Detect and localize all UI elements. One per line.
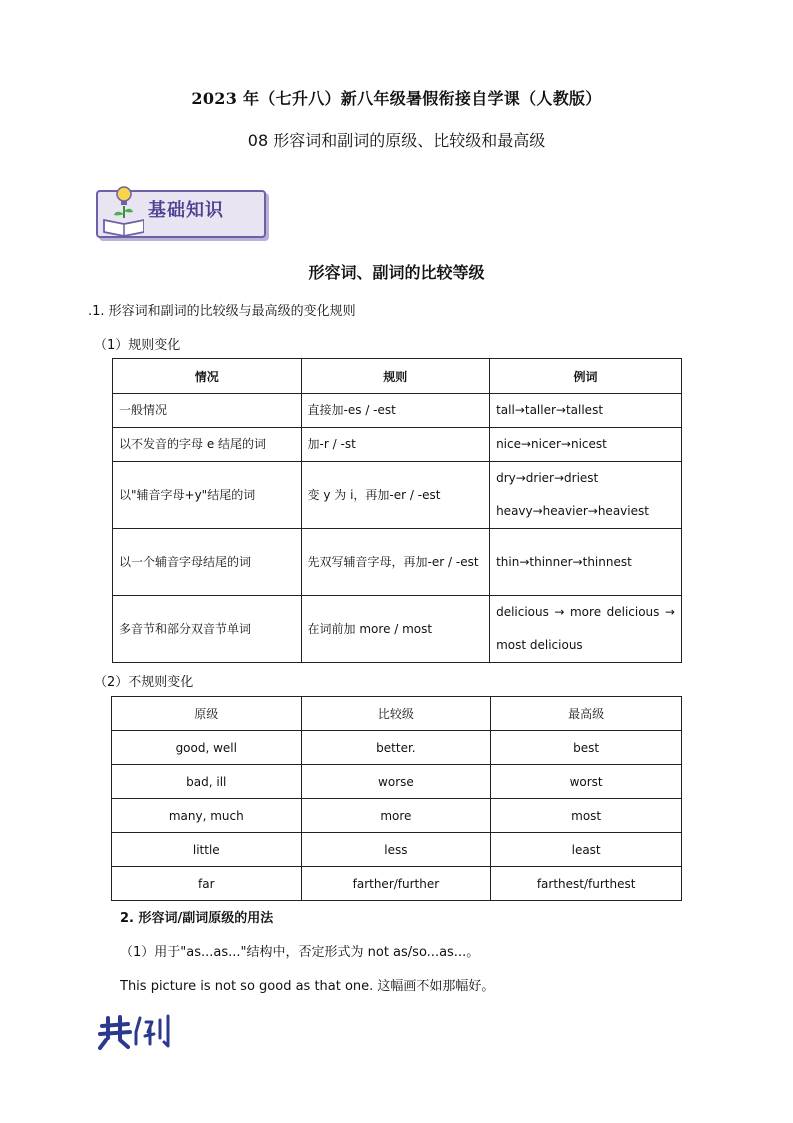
cell-positive: many, much bbox=[112, 799, 302, 833]
cell-superlative: least bbox=[491, 833, 682, 867]
cell-example: tall→taller→tallest bbox=[490, 394, 682, 428]
cell-example: nice→nicer→nicest bbox=[490, 428, 682, 462]
table-row bbox=[112, 799, 682, 833]
table-row bbox=[112, 833, 682, 867]
section-title: 形容词、副词的比较等级 bbox=[308, 263, 485, 282]
header-situation: 情况 bbox=[113, 359, 302, 394]
cell-superlative: farthest/furthest bbox=[491, 867, 682, 901]
cell-example: delicious → more delicious → most delicious bbox=[490, 596, 682, 663]
point-1-heading: .1. 形容词和副词的比较级与最高级的变化规则 bbox=[88, 304, 356, 319]
example-sentence: This picture is not so good as that one. 这幅画不如那幅好。 bbox=[120, 979, 495, 994]
cell-positive: good, well bbox=[112, 731, 302, 765]
cell-rule: 先双写辅音字母，再加-er / -est bbox=[301, 529, 490, 596]
example-line: dry→drier→driest bbox=[496, 471, 599, 485]
point-2-heading: 2. 形容词/副词原级的用法 bbox=[120, 911, 274, 926]
table-row bbox=[113, 428, 682, 462]
sub-heading-irregular: （2）不规则变化 bbox=[94, 675, 194, 690]
cell-positive: far bbox=[112, 867, 302, 901]
cell-comparative: better. bbox=[301, 731, 491, 765]
irregular-forms-table bbox=[111, 696, 682, 901]
header-positive: 原级 bbox=[112, 697, 302, 731]
sub-heading-regular: （1）规则变化 bbox=[94, 338, 181, 353]
point-2-usage: （1）用于"as...as..."结构中，否定形式为 not as/so...as...。 bbox=[120, 945, 480, 960]
table-row bbox=[113, 529, 682, 596]
cell-rule: 变 y 为 i，再加-er / -est bbox=[301, 462, 490, 529]
cell-example: thin→thinner→thinnest bbox=[490, 529, 682, 596]
cell-situation: 以不发音的字母 e 结尾的词 bbox=[113, 428, 302, 462]
lightbulb-book-icon bbox=[100, 184, 144, 236]
cell-rule: 在词前加 more / most bbox=[301, 596, 490, 663]
example-stamp-calligraphy bbox=[96, 1012, 172, 1052]
header-superlative: 最高级 bbox=[491, 697, 682, 731]
cell-superlative: most bbox=[491, 799, 682, 833]
table-row bbox=[112, 765, 682, 799]
cell-rule: 直接加-es / -est bbox=[301, 394, 490, 428]
table-header-row bbox=[113, 359, 682, 394]
cell-comparative: farther/further bbox=[301, 867, 491, 901]
table-row bbox=[112, 731, 682, 765]
cell-comparative: more bbox=[301, 799, 491, 833]
regular-rules-table bbox=[112, 358, 682, 663]
table-header-row bbox=[112, 697, 682, 731]
table-row bbox=[113, 462, 682, 529]
cell-comparative: less bbox=[301, 833, 491, 867]
table-row bbox=[113, 596, 682, 663]
table-row bbox=[113, 394, 682, 428]
cell-positive: little bbox=[112, 833, 302, 867]
document-title: 2023 年（七升八）新八年级暑假衔接自学课（人教版） bbox=[191, 89, 602, 108]
cell-situation: 多音节和部分双音节单词 bbox=[113, 596, 302, 663]
header-example: 例词 bbox=[490, 359, 682, 394]
badge-label: 基础知识 bbox=[148, 200, 224, 221]
header-rule: 规则 bbox=[301, 359, 490, 394]
cell-situation: 以一个辅音字母结尾的词 bbox=[113, 529, 302, 596]
cell-superlative: best bbox=[491, 731, 682, 765]
table-row bbox=[112, 867, 682, 901]
document-subtitle: 08 形容词和副词的原级、比较级和最高级 bbox=[247, 131, 546, 150]
cell-situation: 一般情况 bbox=[113, 394, 302, 428]
cell-example bbox=[490, 462, 682, 529]
section-badge bbox=[92, 184, 264, 240]
cell-rule: 加-r / -st bbox=[301, 428, 490, 462]
example-line: heavy→heavier→heaviest bbox=[496, 504, 649, 518]
cell-situation: 以"辅音字母+y"结尾的词 bbox=[113, 462, 302, 529]
cell-superlative: worst bbox=[491, 765, 682, 799]
cell-positive: bad, ill bbox=[112, 765, 302, 799]
header-comparative: 比较级 bbox=[301, 697, 491, 731]
cell-comparative: worse bbox=[301, 765, 491, 799]
